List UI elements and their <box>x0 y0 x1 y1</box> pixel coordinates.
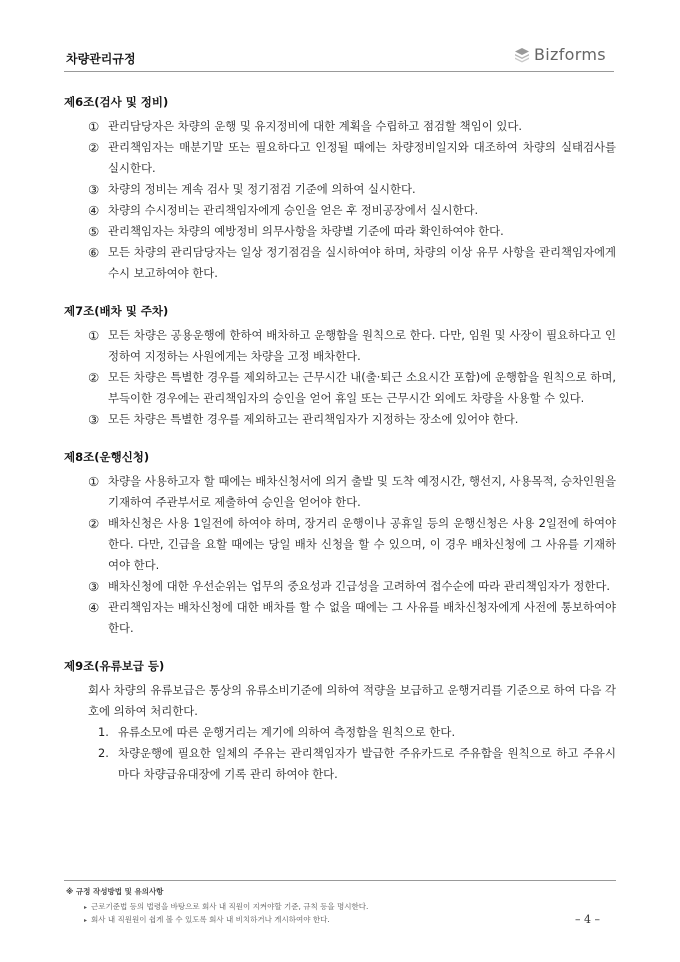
item-number: ① <box>88 119 100 134</box>
item-text: 차량운행에 필요한 일체의 주유는 관리책임자가 발급한 주유카드로 주유함을 원칙으로 하고 주유시마다 차량급유대장에 기록 관리 하여야 한다. <box>118 746 616 781</box>
article-title: 제9조(유류보급 등) <box>64 659 165 673</box>
stack-layers-icon <box>514 47 530 63</box>
triangle-bullet-icon: ▸ <box>84 917 88 924</box>
list-item <box>64 513 616 576</box>
item-number: ④ <box>88 203 100 218</box>
item-text: 모든 차량은 특별한 경우를 제외하고는 관리책임자가 지정하는 장소에 있어야 한다. <box>108 412 519 426</box>
item-number: ① <box>88 328 100 343</box>
triangle-bullet-icon: ▸ <box>84 904 88 911</box>
bizforms-logo <box>514 45 606 64</box>
item-number: ④ <box>88 600 100 615</box>
footer-note-text: 근로기준법 등의 법령을 바탕으로 회사 내 직원이 지켜야할 기준, 규칙 등을 명시한다. <box>91 902 369 911</box>
article-title: 제6조(검사 및 정비) <box>64 95 169 109</box>
list-item <box>64 200 616 221</box>
list-item <box>64 116 616 137</box>
list-item <box>64 597 616 639</box>
item-number: ③ <box>88 412 100 427</box>
article-7 <box>64 301 616 430</box>
item-number: ⑤ <box>88 224 100 239</box>
footer-divider <box>64 880 616 881</box>
logo-text: Bizforms <box>534 45 606 64</box>
article-6 <box>64 92 616 284</box>
list-item <box>64 325 616 367</box>
item-text: 관리담당자은 차량의 운행 및 유지정비에 대한 계획을 수립하고 점검할 책임이 있다. <box>108 119 522 133</box>
article-9 <box>64 656 616 785</box>
item-text: 배차신청은 사용 1일전에 하여야 하며, 장거리 운행이나 공휴일 등의 운행신청은 사용 2일전에 하여야 한다. 다만, 긴급을 요할 때에는 당일 배차 신청을 할 수 있으며, 이 경우 배차신청에 그 사유를 기재하여야 한다. <box>108 516 616 572</box>
footer-note <box>84 901 368 912</box>
document-title: 차량관리규정 <box>66 52 136 66</box>
item-text: 배차신청에 대한 우선순위는 업무의 중요성과 긴급성을 고려하여 접수순에 따라 관리책임자가 정한다. <box>108 579 610 593</box>
article-title: 제8조(운행신청) <box>64 450 150 464</box>
item-number: 1. <box>98 725 109 739</box>
page-number: – 4 – <box>575 913 600 926</box>
article-8 <box>64 447 616 639</box>
item-number: ③ <box>88 579 100 594</box>
list-item <box>64 471 616 513</box>
item-text: 유류소모에 따른 운행거리는 계기에 의하여 측정함을 원칙으로 한다. <box>118 725 456 739</box>
footer-title: ※ 규정 작성방법 및 유의사항 <box>66 887 164 896</box>
item-text: 관리책임자는 매분기말 또는 필요하다고 인정될 때에는 차량정비일지와 대조하여 차량의 실태검사를 실시한다. <box>108 140 616 175</box>
list-item <box>64 242 616 284</box>
article-paragraph: 회사 차량의 유류보급은 통상의 유류소비기준에 의하여 적량을 보급하고 운행거리를 기준으로 하여 다음 각 호에 의하여 처리한다. <box>88 683 616 718</box>
item-text: 차량을 사용하고자 할 때에는 배차신청서에 의거 출발 및 도착 예정시간, 행선지, 사용목적, 승차인원을 기재하여 주관부서로 제출하여 승인을 얻어야 한다. <box>108 474 616 509</box>
item-text: 관리책임자는 배차신청에 대한 배차를 할 수 없을 때에는 그 사유를 배차신청자에게 사전에 통보하여야 한다. <box>108 600 616 635</box>
list-item <box>64 179 616 200</box>
article-title: 제7조(배차 및 주차) <box>64 304 169 318</box>
item-text: 모든 차량의 관리담당자는 일상 정기점검을 실시하여야 하며, 차량의 이상 유무 사항을 관리책임자에게 수시 보고하여야 한다. <box>108 245 616 280</box>
item-number: ③ <box>88 182 100 197</box>
header-divider <box>64 71 614 72</box>
footer-note <box>84 914 330 925</box>
list-item <box>64 367 616 409</box>
footer-note-text: 회사 내 직원원이 쉽게 볼 수 있도록 회사 내 비치하거나 게시하여야 한다. <box>91 915 330 924</box>
item-number: ⑥ <box>88 245 100 260</box>
item-text: 모든 차량은 공용운행에 한하여 배차하고 운행함을 원칙으로 한다. 다만, 임원 및 사장이 필요하다고 인정하여 지정하는 사원에게는 차량을 고정 배차한다. <box>108 328 616 363</box>
list-item <box>64 137 616 179</box>
item-number: ② <box>88 370 100 385</box>
item-text: 관리책임자는 차량의 예방정비 의무사항을 차량별 기준에 따라 확인하여야 한다. <box>108 224 504 238</box>
list-item <box>64 221 616 242</box>
item-number: ② <box>88 140 100 155</box>
item-text: 모든 차량은 특별한 경우를 제외하고는 근무시간 내(출·퇴근 소요시간 포함)에 운행함을 원칙으로 하며, 부득이한 경우에는 관리책임자의 승인을 얻어 휴일 또는 근무시간 외에도 차량을 사용할 수 있다. <box>108 370 616 405</box>
list-item <box>64 576 616 597</box>
item-number: ② <box>88 516 100 531</box>
item-text: 차량의 수시정비는 관리책임자에게 승인을 얻은 후 정비공장에서 실시한다. <box>108 203 479 217</box>
item-number: ① <box>88 474 100 489</box>
list-item <box>64 722 616 743</box>
document-body <box>64 92 616 802</box>
item-text: 차량의 정비는 계속 검사 및 정기점검 기준에 의하여 실시한다. <box>108 182 416 196</box>
list-item <box>64 409 616 430</box>
list-item <box>64 743 616 785</box>
item-number: 2. <box>98 746 109 760</box>
